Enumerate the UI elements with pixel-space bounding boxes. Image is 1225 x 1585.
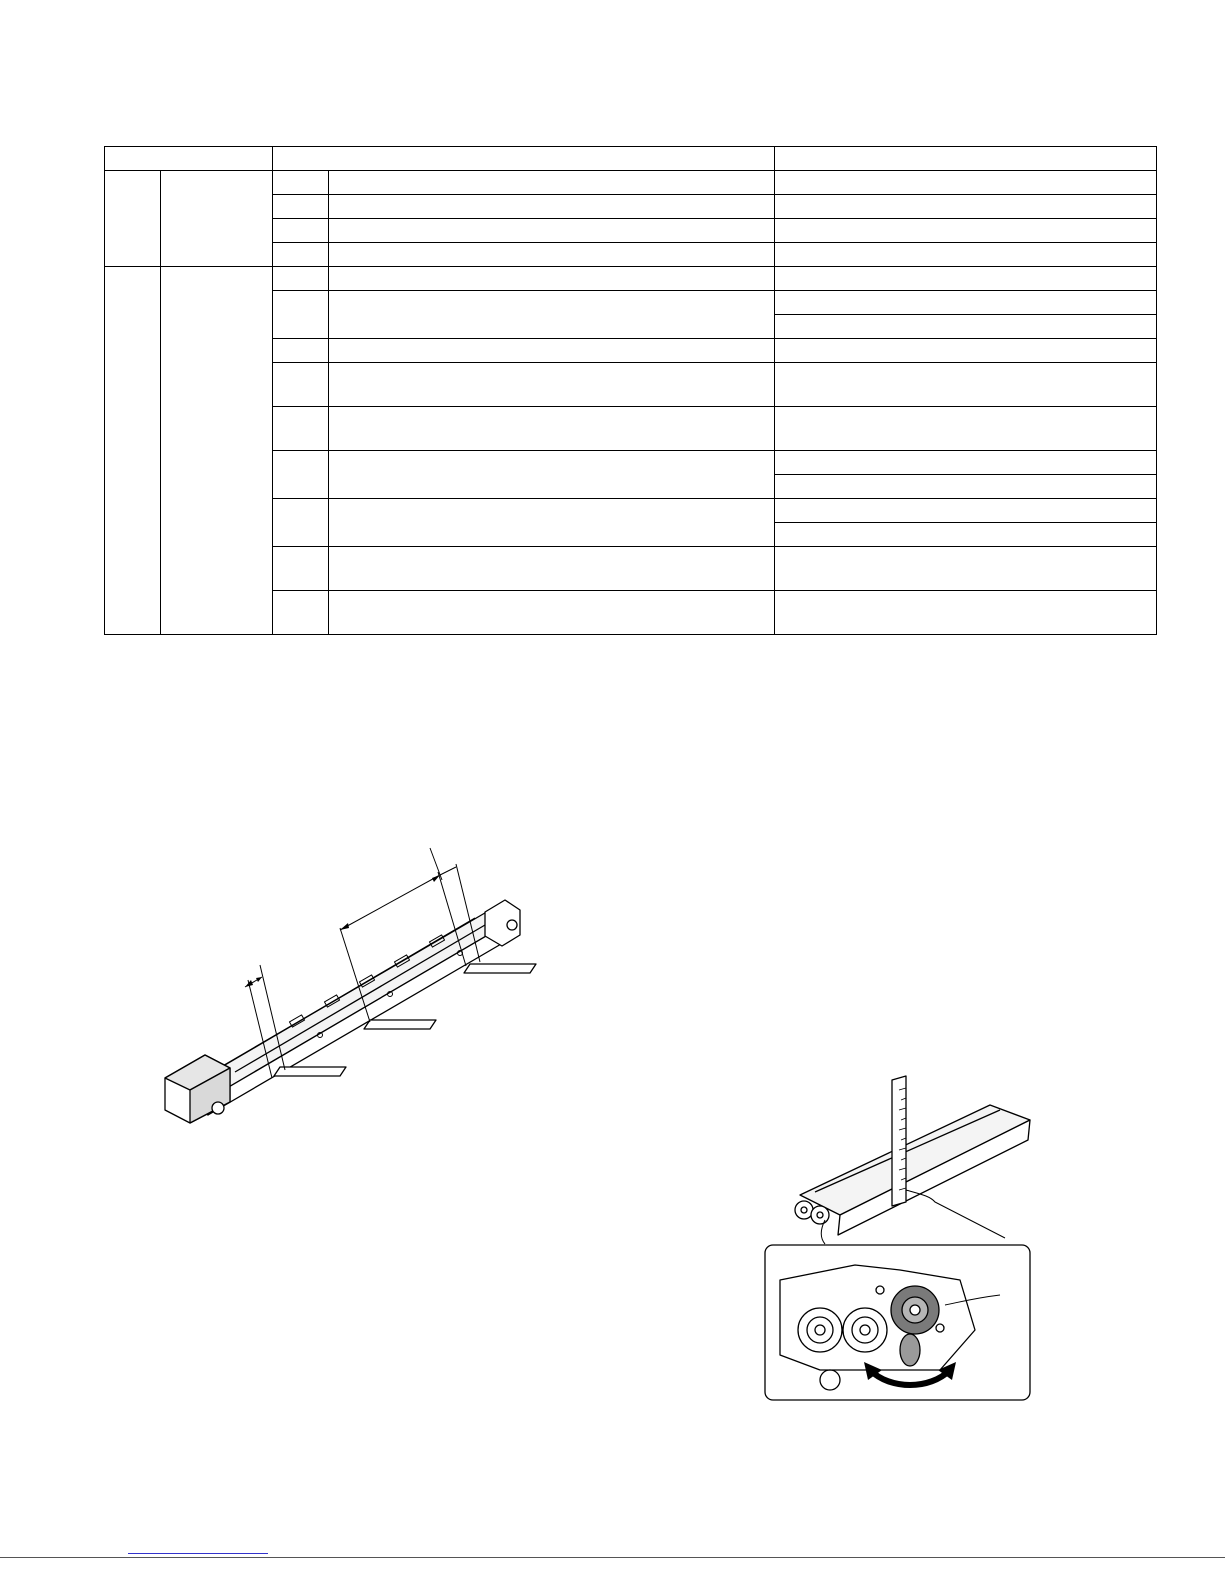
table-cell <box>273 243 329 267</box>
table-cell <box>775 407 1157 451</box>
table-cell <box>329 195 775 219</box>
table-cell <box>105 171 161 267</box>
specification-table <box>104 146 1157 635</box>
table-cell <box>273 499 329 547</box>
table-cell <box>273 219 329 243</box>
table-cell <box>775 339 1157 363</box>
table-cell <box>329 219 775 243</box>
table-cell <box>273 451 329 499</box>
table-cell <box>329 171 775 195</box>
table-cell <box>273 267 329 291</box>
table-header-row <box>105 147 1157 171</box>
table-cell <box>329 547 775 591</box>
table-cell <box>775 243 1157 267</box>
table-cell <box>775 171 1157 195</box>
table-cell <box>273 547 329 591</box>
table-cell <box>775 523 1157 547</box>
table-cell <box>775 267 1157 291</box>
table-cell <box>329 499 775 547</box>
table-header-cell <box>273 147 775 171</box>
table-cell <box>329 339 775 363</box>
table-cell <box>775 475 1157 499</box>
table-cell <box>329 363 775 407</box>
fuser-unit-measurement-diagram <box>160 840 550 1130</box>
table-cell <box>775 451 1157 475</box>
table-cell <box>273 291 329 339</box>
table-cell <box>775 363 1157 407</box>
table-cell <box>161 171 273 267</box>
table-cell <box>161 267 273 635</box>
table-cell <box>329 451 775 499</box>
table-cell <box>775 195 1157 219</box>
table-cell <box>775 219 1157 243</box>
table-cell <box>775 591 1157 635</box>
table-cell <box>273 407 329 451</box>
table-cell <box>329 267 775 291</box>
table-cell <box>329 291 775 339</box>
table-row <box>105 171 1157 195</box>
table-cell <box>775 291 1157 315</box>
table-header-cell <box>105 147 273 171</box>
table-cell <box>775 499 1157 523</box>
table-cell <box>273 195 329 219</box>
table-header-cell <box>775 147 1157 171</box>
footer-link-underline[interactable] <box>128 1553 268 1554</box>
table-cell <box>273 339 329 363</box>
table-cell <box>273 363 329 407</box>
table-row <box>105 267 1157 291</box>
table-cell <box>273 591 329 635</box>
table-cell <box>775 315 1157 339</box>
table-cell <box>329 243 775 267</box>
table-cell <box>329 407 775 451</box>
table-cell <box>105 267 161 635</box>
footer-divider <box>0 1557 1225 1558</box>
fuser-unit-scale-measurement-diagram <box>760 1070 1050 1405</box>
table-cell <box>273 171 329 195</box>
table-cell <box>775 547 1157 591</box>
table-cell <box>329 591 775 635</box>
